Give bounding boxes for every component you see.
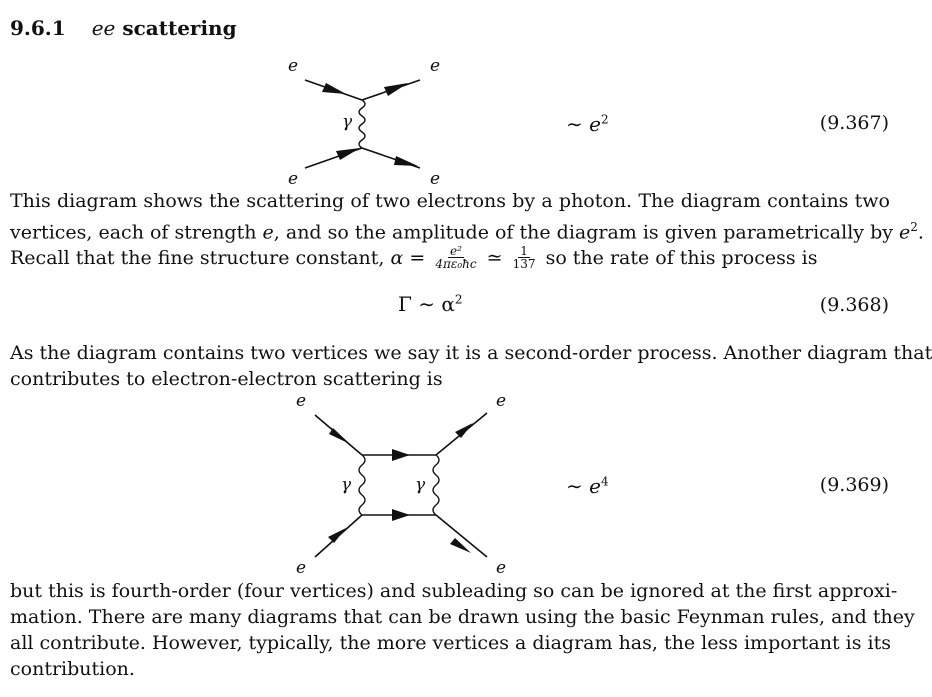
section-heading-italic: ee (91, 16, 116, 40)
section-number: 9.6.1 (10, 16, 66, 40)
paragraph-2-line-1: As the diagram contains two vertices we say it is a second-order process. Another diagram that (10, 342, 932, 364)
diagram2-photon-left (359, 455, 365, 515)
diagram2-label-bottom-left: e (296, 558, 307, 578)
equation-number-9368: (9.368) (819, 294, 889, 316)
diagram1-arrow-top-right (384, 83, 408, 96)
diagram1-label-top-right: e (430, 56, 441, 76)
paragraph-1-line-1: This diagram shows the scattering of two electrons by a photon. The diagram contains two (10, 190, 890, 212)
diagram2-arrow-top-left (329, 428, 350, 444)
diagram2-label-bottom-right: e (496, 558, 507, 578)
diagram1-arrow-bottom-left (336, 148, 360, 160)
paragraph-3 (10, 578, 915, 682)
diagram1-label-top-left: e (288, 56, 299, 76)
diagram1-label-bottom-left: e (288, 169, 299, 189)
diagram2-label-top-left: e (296, 391, 307, 411)
paragraph-3-line-1: but this is fourth-order (four vertices) and subleading so can be ignored at the first approxi- (10, 580, 898, 602)
diagram1-label-bottom-right: e (430, 169, 441, 189)
fraction-alpha: $\frac{\text{e²}}{\text{4πε₀ħc}}$ (435, 243, 477, 271)
equation-number-9367: (9.367) (819, 112, 889, 134)
diagram1-arrow-top-left (322, 83, 346, 94)
diagram2-scaling: ∼ $e^4$ (566, 474, 609, 498)
diagram2-label-photon-left: γ (341, 475, 352, 495)
diagram1-arrow-bottom-right (394, 156, 418, 166)
diagram1-top-fermion-line (305, 80, 420, 100)
paragraph-3-line-2: mation. There are many diagrams that can be drawn using the basic Feynman rules, and they (10, 606, 915, 628)
paragraph-3-line-3: all contribute. However, typically, the more vertices a diagram has, the less important is its (10, 632, 891, 654)
diagram2-arrow-bottom-middle (392, 509, 410, 521)
diagram1-scaling: ∼ $e^2$ (566, 112, 609, 136)
fraction-1-137: $\frac{1}{137}$ (512, 243, 536, 271)
paragraph-1 (10, 188, 924, 272)
paragraph-1-line-3: Recall that the fine structure constant, α = $\frac{\text{e²}}{\text{4πε₀ħc}}$ ≃ $\frac{1}{137}$ so the rate of this process is (10, 243, 818, 271)
diagram1-label-photon: γ (342, 112, 353, 132)
diagram1-photon-propagator (359, 100, 365, 148)
paragraph-2 (10, 340, 932, 392)
diagram2-label-photon-right: γ (415, 475, 426, 495)
diagram2-photon-right (433, 455, 439, 515)
section-title: scattering (122, 16, 237, 40)
diagram2-arrow-bottom-left (328, 528, 346, 543)
equation-rate: Γ ∼ $\alpha^2$ (398, 292, 463, 316)
paragraph-1-line-2: vertices, each of strength e, and so the amplitude of the diagram is given parametrically by $e^2$. (10, 220, 924, 244)
paragraph-3-line-4: contribution. (10, 658, 135, 680)
diagram2-label-top-right: e (496, 391, 507, 411)
equation-number-9369: (9.369) (819, 474, 889, 496)
paragraph-2-line-2: contributes to electron-electron scattering is (10, 368, 443, 390)
diagram2-arrow-top-middle (392, 449, 410, 461)
diagram2-arrow-top-right (455, 423, 473, 438)
